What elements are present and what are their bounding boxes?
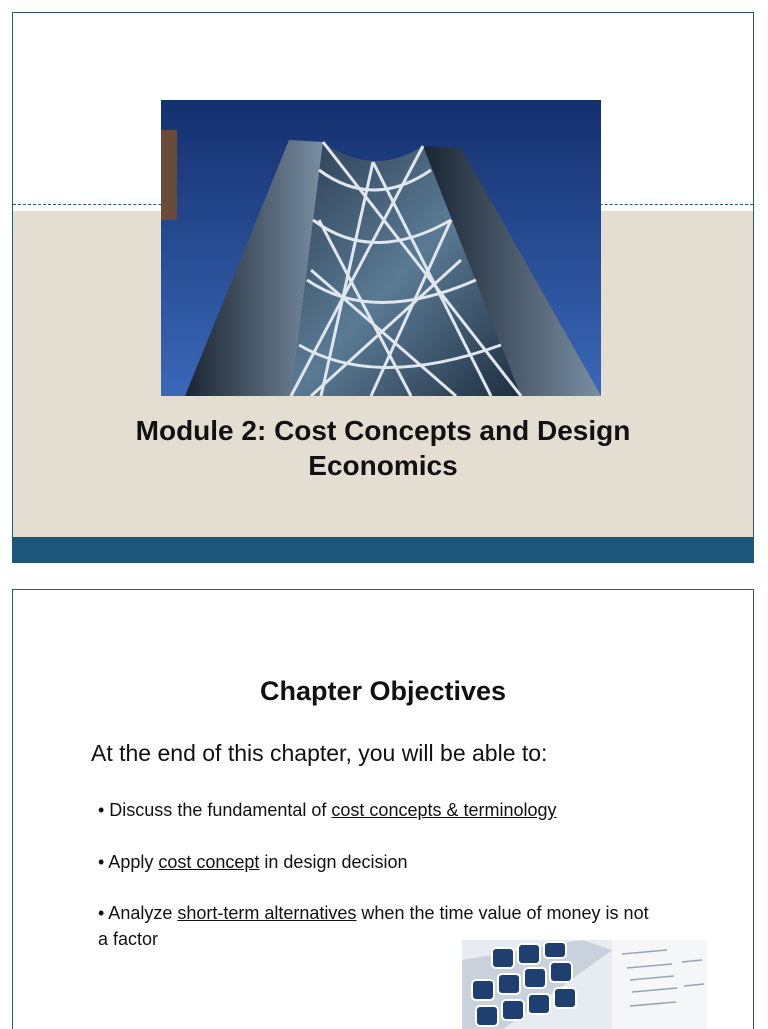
page-title	[13, 413, 753, 483]
section-title: Chapter Objectives	[259, 676, 507, 706]
slide-objectives	[12, 589, 754, 1029]
underlined-term: short-term alternatives	[177, 903, 357, 923]
bullet-item: • Discuss the fundamental of cost concepts & terminology	[98, 800, 557, 820]
calculator-photo-icon	[462, 940, 707, 1029]
slide-title	[12, 12, 754, 563]
title-line-1: Module 2: Cost Concepts and Design	[135, 415, 631, 446]
title-line-2: Economics	[308, 450, 458, 481]
bullet-item: • Analyze short-term alternatives when the time value of money is not a factor	[98, 903, 649, 949]
underlined-term: cost concept	[158, 852, 260, 872]
building-photo-icon	[161, 100, 601, 396]
intro-text: At the end of this chapter, you will be able to:	[91, 740, 548, 766]
bullet-item: • Apply cost concept in design decision	[98, 852, 408, 872]
footer-bar	[13, 537, 753, 563]
underlined-term: cost concepts & terminology	[331, 800, 557, 820]
